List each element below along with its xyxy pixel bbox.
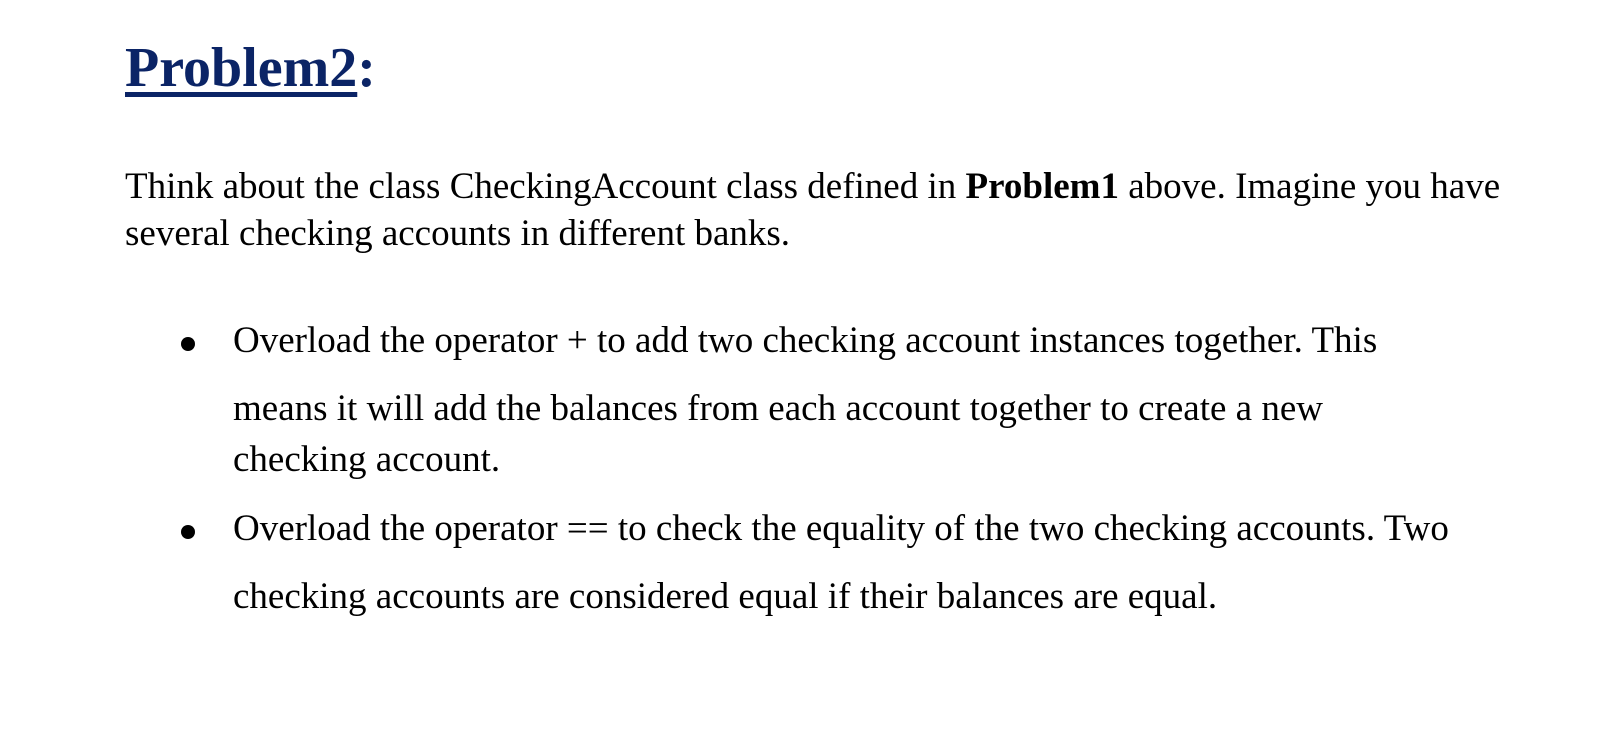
list-item xyxy=(233,502,1603,624)
list-item-line: Overload the operator == to check the equality of the two checking accounts. Two xyxy=(233,508,1449,549)
bullet-icon xyxy=(181,525,195,539)
intro-paragraph xyxy=(125,163,1585,257)
list-item-line: checking accounts are considered equal if their balances are equal. xyxy=(233,576,1218,617)
bullet-icon xyxy=(181,337,195,351)
intro-text-start: Think about the class CheckingAccount class defined in xyxy=(125,166,966,207)
list-item xyxy=(233,314,1603,483)
list-item-line: means it will add the balances from each account together to create a new xyxy=(233,388,1323,429)
title-underlined-text: Problem2 xyxy=(125,37,358,99)
title-colon: : xyxy=(357,37,376,99)
list-item-line: Overload the operator + to add two checking account instances together. This xyxy=(233,320,1378,361)
intro-bold-reference: Problem1 xyxy=(965,166,1119,207)
intro-text-end: above. Imagine you have several checking accounts in different banks. xyxy=(125,166,1501,254)
list-item-line: checking account. xyxy=(233,439,501,480)
page-title xyxy=(125,36,376,100)
